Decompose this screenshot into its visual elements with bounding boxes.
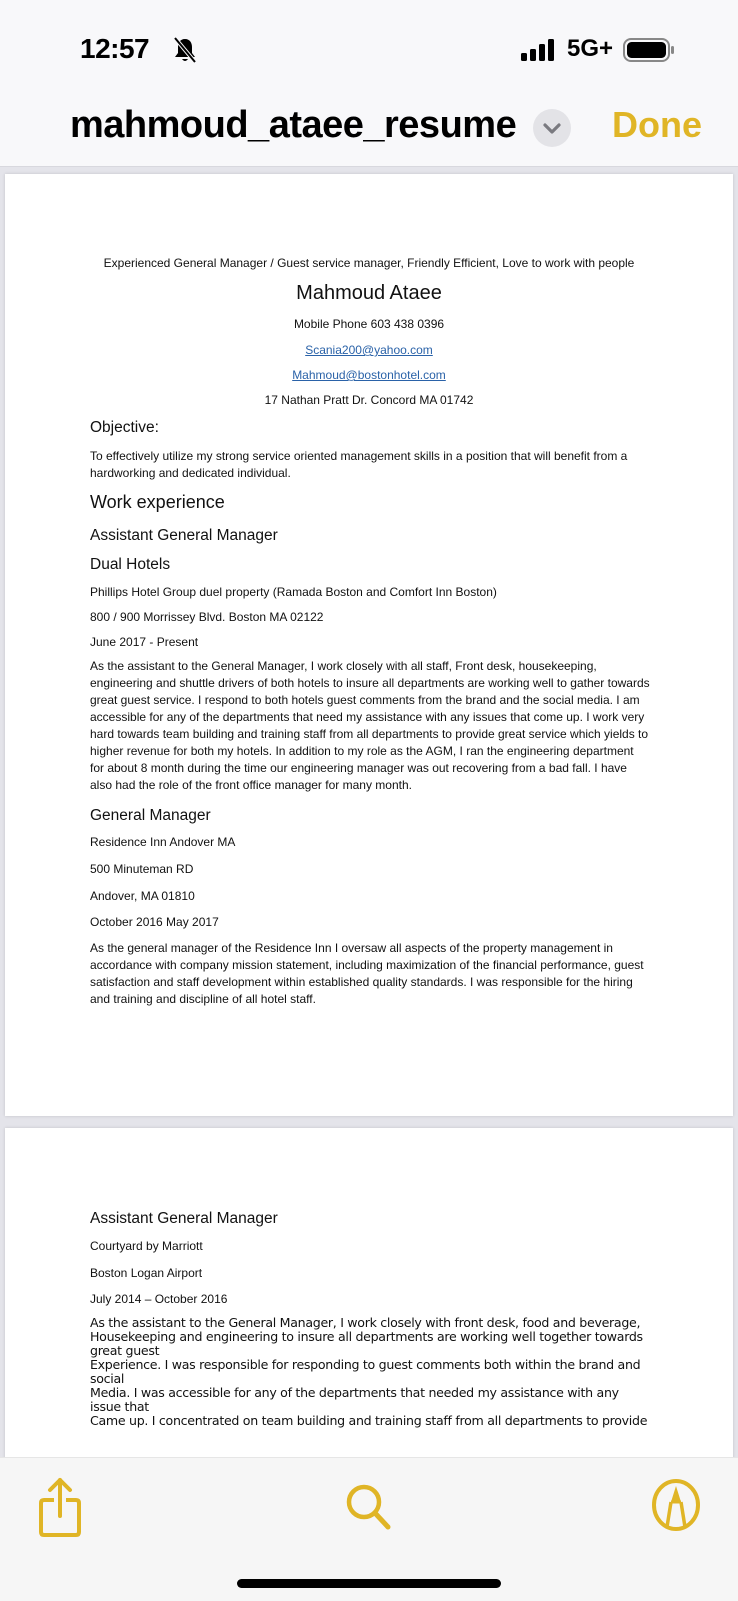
markup-icon[interactable] <box>650 1478 702 1532</box>
job-title: General Manager <box>90 807 211 824</box>
home-indicator[interactable] <box>237 1579 501 1588</box>
description-line: Experience. I was responsible for responding to guest comments both within the brand and <box>90 1357 641 1372</box>
job-description: As the assistant to the General Manager, I work closely with all staff, Front desk, housekeeping, engineering and shuttle drivers of both hotels to insure all departments are working well to gather towards great guest service. I respond to both hotels guest comments from the brand and the social media. I am accessible for any of the departments that need my assistance with any issues that come up. I work very hard towards team building and training staff from all departments to provide great service which yields to higher revenue for both my hotels. In addition to my role as the AGM, I ran the engineering department for about 8 month during the time our engineering manager was out recovering from a bad fall. I have also had the role of the front office manager for many month. <box>90 659 650 792</box>
document-viewer[interactable] <box>0 167 738 1457</box>
job-title: Assistant General Manager <box>90 527 278 544</box>
resume-address: 17 Nathan Pratt Dr. Concord MA 01742 <box>264 393 474 407</box>
description-line: Housekeeping and engineering to insure all departments are working well together towards <box>90 1329 643 1344</box>
job-line: Residence Inn Andover MA <box>90 835 236 849</box>
job-description <box>90 1316 650 1428</box>
resume-name: Mahmoud Ataee <box>296 282 442 304</box>
job-description: As the general manager of the Residence Inn I oversaw all aspects of the property management in accordance with company mission statement, including maximization of the financial performance, guest satisfaction and staff development within established quality standards. I was responsible for the hiring and training and discipline of all hotel staff. <box>90 941 644 1006</box>
network-type: 5G+ <box>567 35 614 62</box>
objective-text: To effectively utilize my strong service oriented management skills in a position that will benefit from a hardworking and dedicated individual. <box>90 449 628 480</box>
status-bar <box>0 0 738 100</box>
done-button[interactable]: Done <box>612 104 702 145</box>
job-line: 500 Minuteman RD <box>90 862 194 876</box>
job-dates: June 2017 - Present <box>90 635 199 649</box>
bottom-toolbar <box>0 1457 738 1601</box>
status-time: 12:57 <box>80 33 150 64</box>
email-link-2[interactable]: Mahmoud@bostonhotel.com <box>292 368 446 382</box>
job-title: Assistant General Manager <box>90 1210 278 1227</box>
description-line: great guest <box>90 1343 160 1358</box>
battery-icon <box>623 38 675 62</box>
objective-heading: Objective: <box>90 419 159 436</box>
job-line: Boston Logan Airport <box>90 1266 203 1280</box>
resume-phone: Mobile Phone 603 438 0396 <box>293 317 445 331</box>
job-line: 800 / 900 Morrissey Blvd. Boston MA 02122 <box>90 610 324 624</box>
resume-tagline: Experienced General Manager / Guest service manager, Friendly Efficient, Love to work with people <box>103 256 635 270</box>
bell-slash-icon <box>172 36 198 64</box>
job-line: Andover, MA 01810 <box>90 889 195 903</box>
nav-bar <box>0 100 738 167</box>
signal-icon <box>520 38 560 62</box>
search-icon[interactable] <box>344 1482 394 1532</box>
job-subtitle: Dual Hotels <box>90 556 171 573</box>
description-line: social <box>90 1371 125 1386</box>
job-dates: July 2014 – October 2016 <box>90 1292 228 1306</box>
document-page-1 <box>5 174 733 1116</box>
description-line: As the assistant to the General Manager, I work closely with front desk, food and beverage, <box>90 1315 641 1330</box>
title-menu-button[interactable] <box>533 109 571 147</box>
document-page-2 <box>5 1128 733 1457</box>
document-title[interactable]: mahmoud_ataee_resume <box>70 104 517 146</box>
description-line: Media. I was accessible for any of the departments that needed my assistance with any <box>90 1385 619 1400</box>
share-icon[interactable] <box>38 1476 84 1538</box>
job-dates: October 2016 May 2017 <box>90 915 219 929</box>
job-line: Courtyard by Marriott <box>90 1239 203 1253</box>
chevron-down-icon <box>533 109 571 147</box>
work-experience-heading: Work experience <box>90 492 225 512</box>
description-line: Came up. I concentrated on team building and training staff from all departments to provide <box>90 1413 648 1428</box>
email-link-1[interactable]: Scania200@yahoo.com <box>305 343 433 357</box>
description-line: issue that <box>90 1399 149 1414</box>
job-line: Phillips Hotel Group duel property (Ramada Boston and Comfort Inn Boston) <box>90 585 497 599</box>
